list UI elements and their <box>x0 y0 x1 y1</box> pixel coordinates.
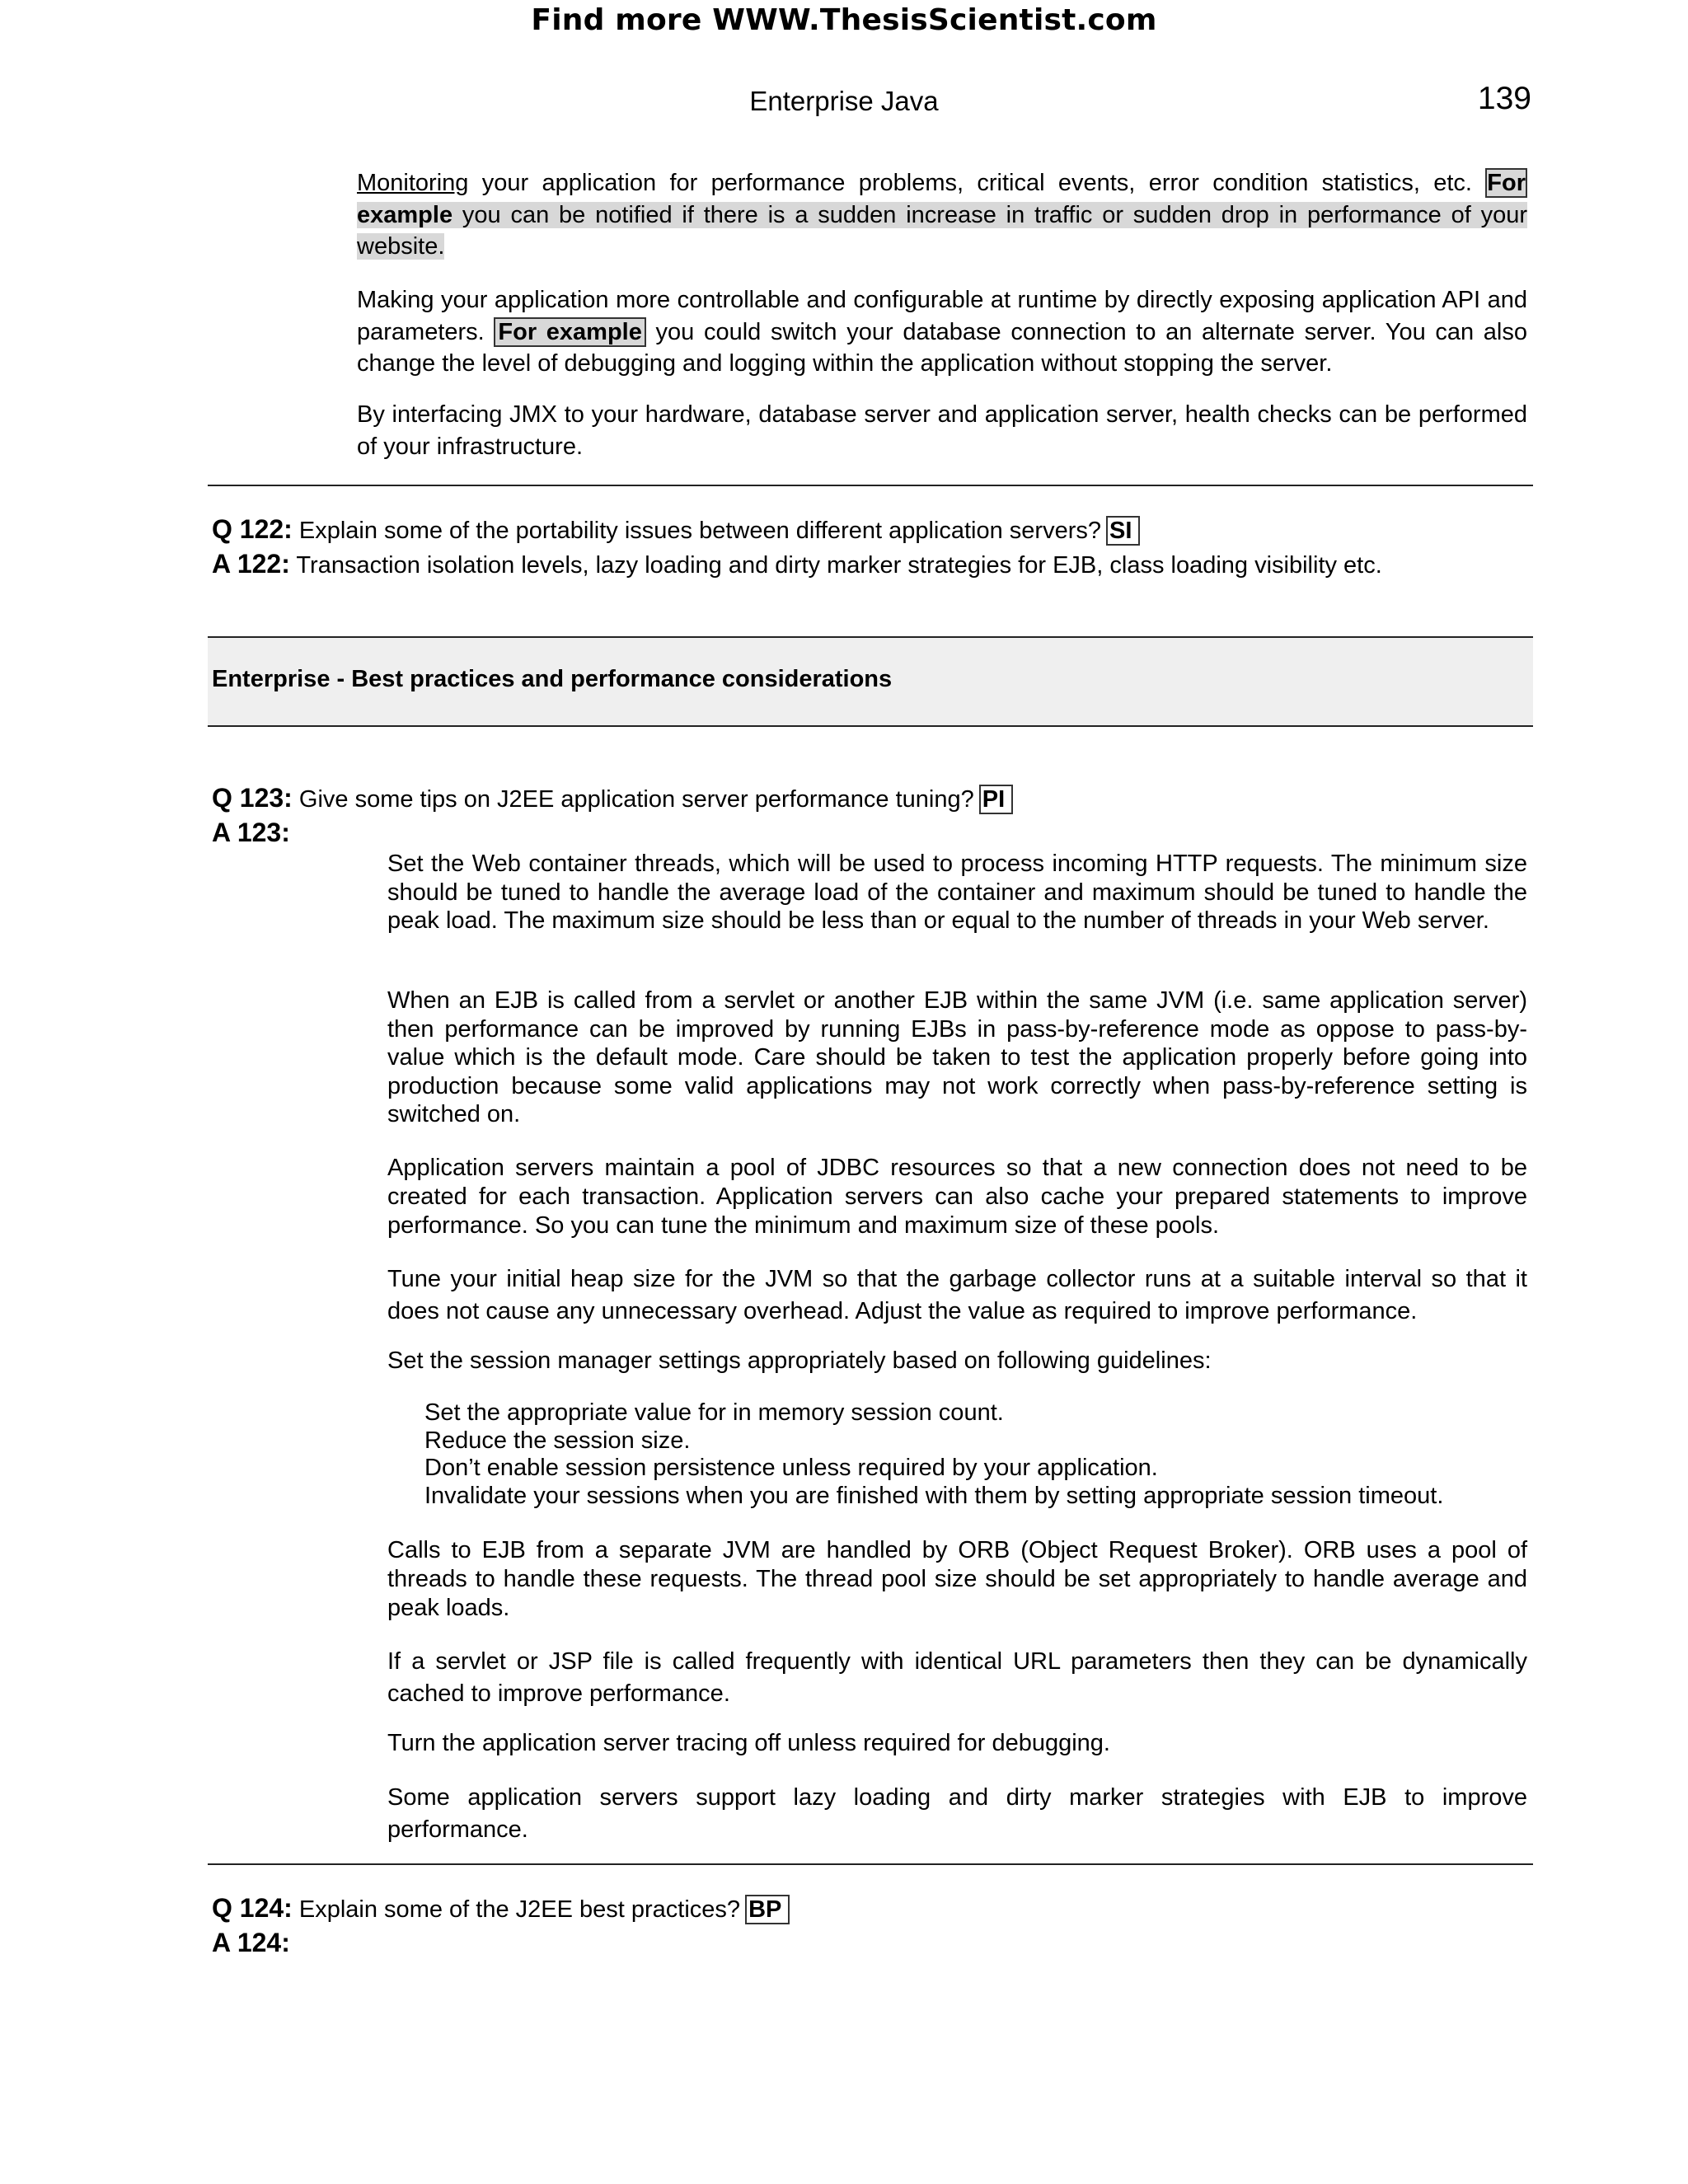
category-tag: BP <box>745 1895 790 1924</box>
site-banner: Find more WWW.ThesisScientist.com <box>531 3 1157 37</box>
divider <box>208 1863 1533 1865</box>
page-number: 139 <box>1477 81 1531 116</box>
answer-paragraph: Set the Web container threads, which will be used to process incoming HTTP requests. The minimum size should be tuned to handle the average load of the container and maximum should be tuned to handle the peak load. The maximum size should be less than or equal to the number of threads in your Web server. <box>387 851 1527 934</box>
intro-paragraph-2: Making your application more controllable and configurable at runtime by directly exposing application API and parameters. For example you could switch your database connection to an alternate server. You can also change the level of debugging and logging within the application without stopping the server. <box>357 287 1528 377</box>
answer-paragraph: Turn the application server tracing off unless required for debugging. <box>387 1730 1110 1756</box>
answer-paragraph: When an EJB is called from a servlet or another EJB within the same JVM (i.e. same application server) then performance can be improved by running EJBs in pass-by-reference mode as oppose to pass-by-value which is the default mode. Care should be taken to test the application properly before going into production because some valid applications may not work correctly when pass-by-reference setting is switched on. <box>387 987 1527 1127</box>
list-item: Set the appropriate value for in memory session count. <box>424 1399 1004 1426</box>
list-item: Don’t enable session persistence unless required by your application. <box>424 1455 1158 1481</box>
answer-122: A 122: Transaction isolation levels, lazy loading and dirty marker strategies for EJB, class loading visibility etc. <box>212 549 1382 579</box>
intro-paragraph-1: Monitoring your application for performance problems, critical events, error condition statistics, etc. For example you can be notified if there is a sudden increase in traffic or sudden drop in performance of your website. <box>357 170 1527 260</box>
section-title: Enterprise - Best practices and performance considerations <box>212 666 893 692</box>
answer-paragraph: Set the session manager settings appropriately based on following guidelines: <box>387 1347 1212 1374</box>
question-123: Q 123: Give some tips on J2EE application server performance tuning? PI <box>212 781 1013 816</box>
answer-paragraph: Some application servers support lazy loading and dirty marker strategies with EJB to improve performance. <box>387 1784 1527 1843</box>
session-guidelines-list <box>424 1399 1443 1510</box>
category-tag: SI <box>1106 516 1140 546</box>
answer-label-124: A 124: <box>212 1928 290 1957</box>
answer-paragraph: If a servlet or JSP file is called frequently with identical URL parameters then they can be dynamically cached to improve performance. <box>387 1648 1527 1707</box>
list-item: Reduce the session size. <box>424 1427 691 1454</box>
question-122: Q 122: Explain some of the portability issues between different application servers? SI <box>212 513 1140 547</box>
answer-paragraph: Tune your initial heap size for the JVM so that the garbage collector runs at a suitable interval so that it does not cause any unnecessary overhead. Adjust the value as required to improve performance. <box>387 1266 1527 1324</box>
section-header <box>208 636 1533 727</box>
answer-label-123: A 123: <box>212 818 290 847</box>
answer-paragraph: Application servers maintain a pool of JDBC resources so that a new connection does not need to be created for each transaction. Application servers can also cache your prepared statements to improve performance. So you can tune the minimum and maximum size of these pools. <box>387 1155 1527 1239</box>
divider <box>208 485 1533 486</box>
list-item: Invalidate your sessions when you are finished with them by setting appropriate session timeout. <box>424 1482 1444 1509</box>
category-tag: PI <box>979 785 1013 814</box>
intro-paragraph-3: By interfacing JMX to your hardware, database server and application server, health checks can be performed of your infrastructure. <box>357 401 1527 460</box>
running-title: Enterprise Java <box>749 86 939 116</box>
answer-paragraph: Calls to EJB from a separate JVM are handled by ORB (Object Request Broker). ORB uses a pool of threads to handle these requests. The thread pool size should be set appropriately to handle average and peak loads. <box>387 1537 1527 1621</box>
question-124: Q 124: Explain some of the J2EE best practices? BP <box>212 1891 790 1926</box>
